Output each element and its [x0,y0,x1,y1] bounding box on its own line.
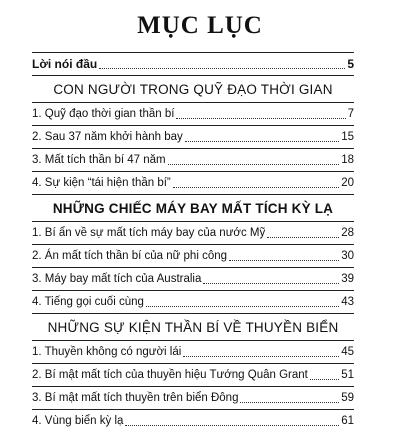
dot-leader [168,164,340,165]
toc-entry [32,222,354,244]
dot-leader [267,237,339,238]
toc-entry-page: 18 [341,154,354,166]
toc-entry-page: 45 [341,346,354,358]
toc-entry-page: 59 [341,392,354,404]
toc-entry-label: 3. Máy bay mất tích của Australia [32,273,202,285]
dot-leader [125,425,339,426]
toc-entry-label: 1. Quỹ đạo thời gian thần bí [32,108,175,120]
dot-leader [173,187,339,188]
toc-entry-label: 2. Sau 37 năm khởi hành bay [32,131,183,143]
toc-entry [32,364,354,386]
toc-entry-label: Lời nói đầu [32,57,98,71]
toc-entry [32,172,354,194]
toc-entry [32,245,354,267]
toc-entry [32,387,354,409]
toc-entry-page: 28 [341,227,354,239]
toc-entry [32,103,354,125]
dot-leader [99,68,345,69]
table-of-contents [32,52,354,432]
toc-entry-page: 61 [341,415,354,427]
dot-leader [229,260,339,261]
dot-leader [203,283,339,284]
toc-entry-page: 30 [341,250,354,262]
section-heading: NHỮNG CHIẾC MÁY BAY MẤT TÍCH KỲ LẠ [52,200,334,216]
toc-entry-label: 2. Án mất tích thần bí của nữ phi công [32,250,228,262]
toc-entry-page: 7 [347,108,354,120]
section-heading: CON NGƯỜI TRONG QUỸ ĐẠO THỜI GIAN [53,81,333,97]
toc-entry-label: 4. Tiếng gọi cuối cùng [32,296,144,308]
toc-entry-page: 39 [341,273,354,285]
toc-entry-intro [32,53,354,75]
toc-entry-page: 51 [341,369,354,381]
toc-entry [32,291,354,313]
toc-entry-label: 3. Bí mật mất tích thuyền trên biển Đông [32,392,239,404]
dot-leader [183,356,339,357]
toc-entry-label: 1. Thuyền không có người lái [32,346,182,358]
toc-entry [32,341,354,363]
toc-entry [32,410,354,432]
toc-entry-label: 3. Mất tích thần bí 47 năm [32,154,166,166]
toc-entry-label: 4. Vùng biển kỳ lạ [32,415,124,427]
toc-entry [32,149,354,171]
toc-entry-label: 1. Bí ẩn về sự mất tích máy bay của nước Mỹ [32,227,266,239]
toc-entry-label: 4. Sự kiện “tái hiện thần bí” [32,177,171,189]
dot-leader [176,118,345,119]
page-title: MỤC LỤC [137,12,263,39]
section-heading: NHỮNG SỰ KIỆN THẦN BÍ VỀ THUYỀN BIỂN [47,319,339,335]
toc-entry-page: 43 [341,296,354,308]
dot-leader [310,379,339,380]
dot-leader [240,402,339,403]
dot-leader [146,306,339,307]
dot-leader [185,141,339,142]
toc-entry-page: 15 [341,131,354,143]
toc-entry-page: 20 [341,177,354,189]
toc-entry-label: 2. Bí mật mất tích của thuyền hiệu Tướng Quân Grant [32,369,308,381]
toc-entry-page: 5 [347,57,354,71]
toc-entry [32,126,354,148]
toc-entry [32,268,354,290]
